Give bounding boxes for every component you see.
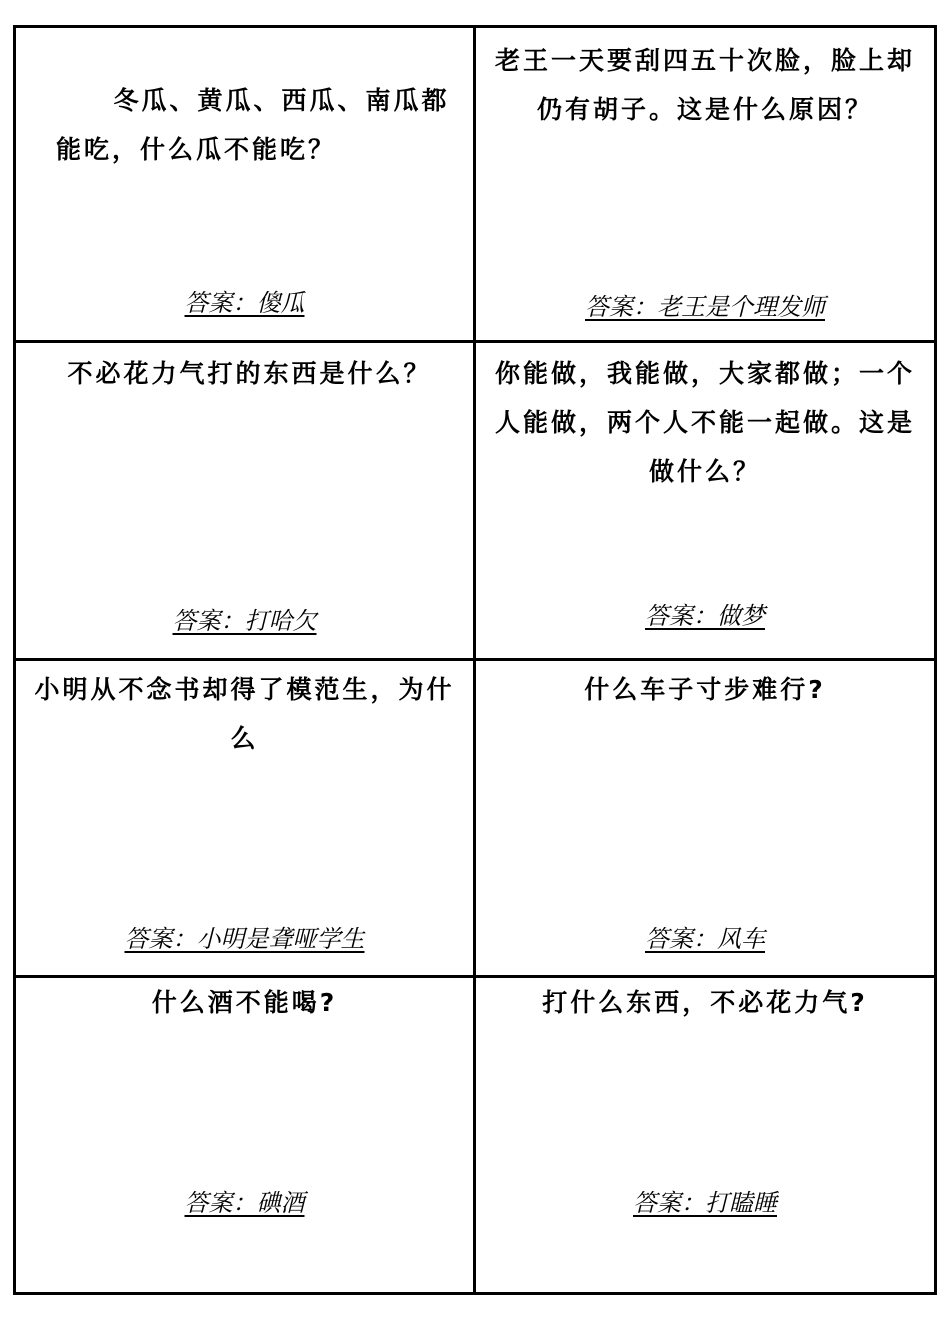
riddle-card-5	[16, 661, 476, 978]
riddle-card-2	[476, 28, 934, 343]
riddle-card-7	[16, 978, 476, 1292]
riddle-card-8	[476, 978, 934, 1292]
riddle-answer: 答案：做梦	[645, 602, 765, 630]
riddle-question: 打什么东西，不必花力气?	[542, 988, 868, 1017]
riddle-answer: 答案：小明是聋哑学生	[124, 925, 365, 953]
riddle-answer: 答案：打瞌睡	[633, 1189, 777, 1217]
riddle-card-4	[476, 343, 934, 661]
riddle-card-table	[13, 25, 937, 1295]
riddle-question: 你能做，我能做，大家都做；一个人能做，两个人不能一起做。这是做什么？	[494, 359, 915, 486]
riddle-card-1	[16, 28, 476, 343]
riddle-card-3	[16, 343, 476, 661]
riddle-answer: 答案：碘酒	[184, 1189, 305, 1217]
riddle-answer: 答案：风车	[645, 925, 765, 953]
riddle-question: 不必花力气打的东西是什么？	[67, 359, 432, 388]
riddle-card-6	[476, 661, 934, 978]
riddle-answer: 答案：老王是个理发师	[585, 293, 825, 321]
riddle-question: 什么车子寸步难行?	[584, 675, 826, 704]
riddle-question: 什么酒不能喝?	[151, 988, 338, 1017]
riddle-question: 老王一天要刮四五十次脸，脸上却仍有胡子。这是什么原因？	[494, 46, 915, 124]
riddle-answer: 答案：傻瓜	[184, 289, 305, 317]
riddle-question: 小明从不念书却得了模范生，为什么	[34, 675, 455, 753]
riddle-answer: 答案：打哈欠	[172, 607, 317, 635]
riddle-question: 冬瓜、黄瓜、西瓜、南瓜都能吃，什么瓜不能吃？	[56, 86, 450, 164]
